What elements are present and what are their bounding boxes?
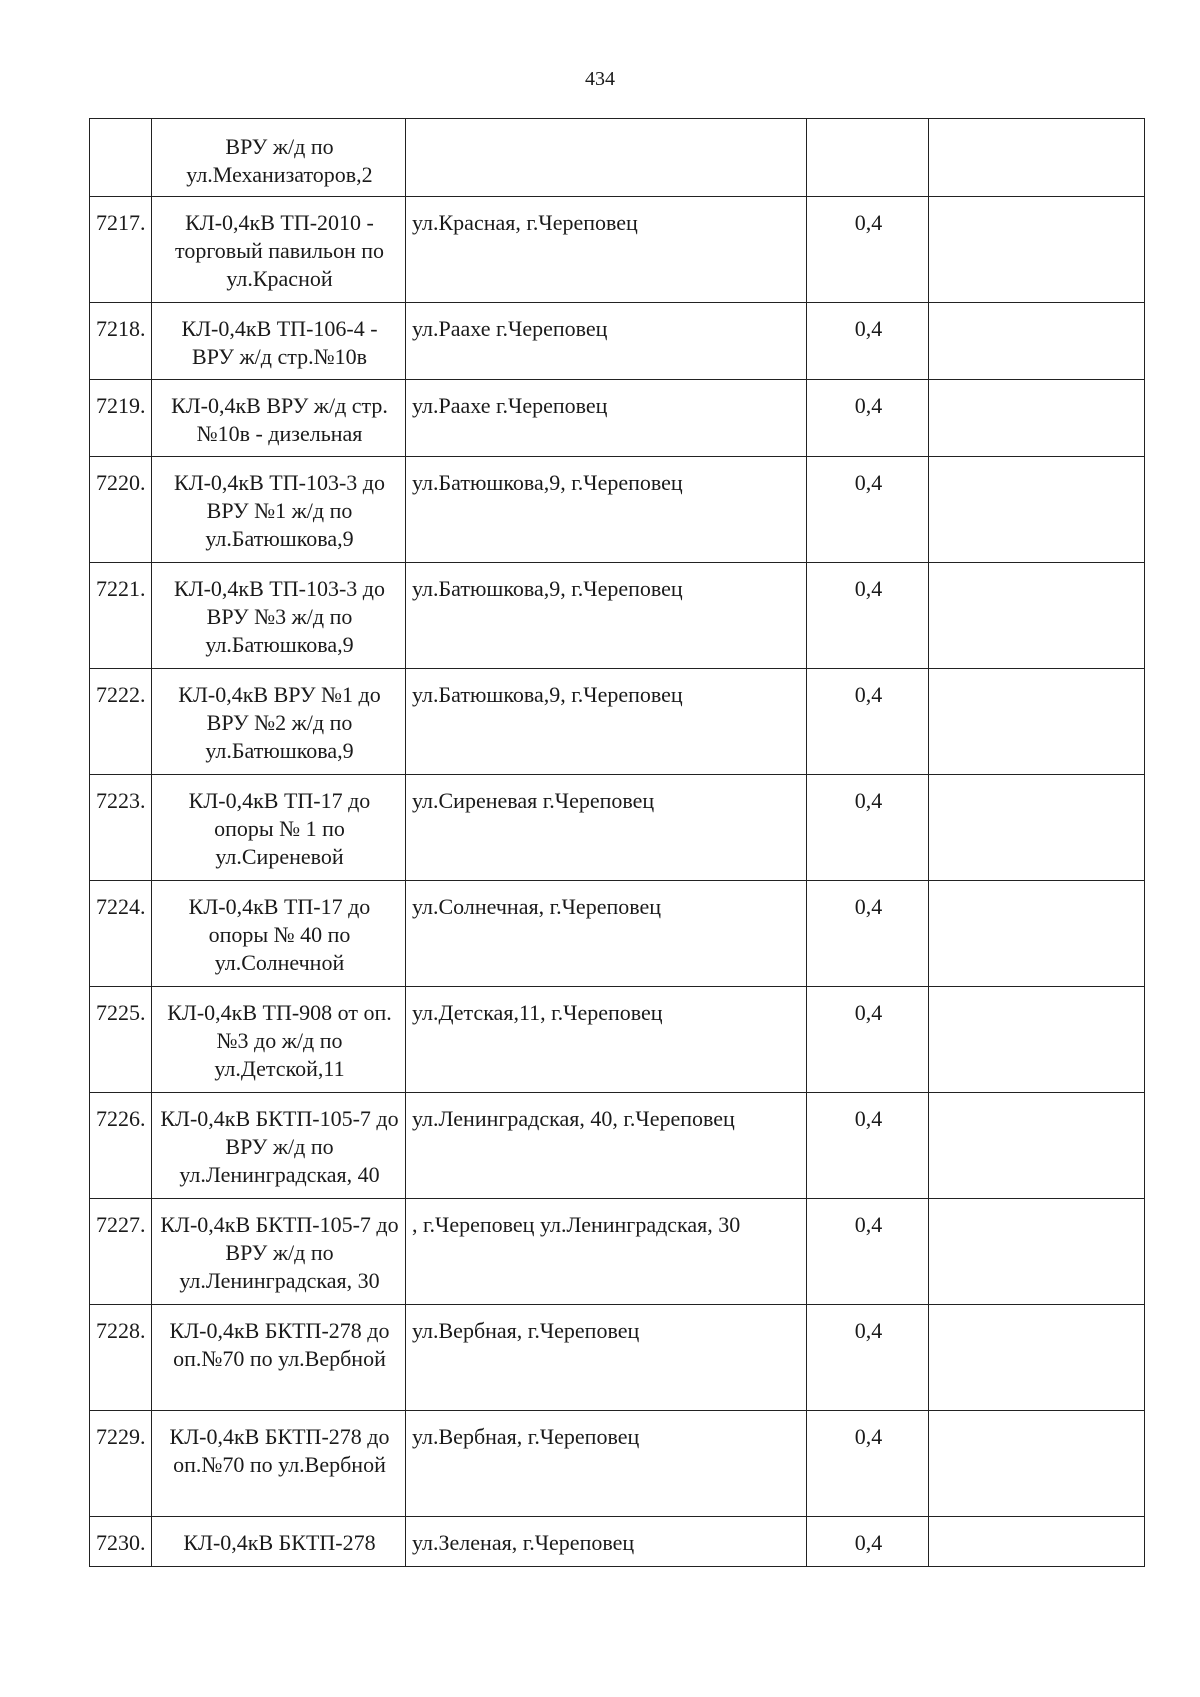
extra-cell xyxy=(929,303,1145,380)
row-number: 7230. xyxy=(90,1517,152,1567)
table-row xyxy=(90,197,1145,303)
cable-line-name: КЛ-0,4кВ ТП-17 до опоры № 1 по ул.Сиреневой xyxy=(152,775,406,881)
row-number: 7222. xyxy=(90,669,152,775)
extra-cell xyxy=(929,1517,1145,1567)
row-number: 7224. xyxy=(90,881,152,987)
table-row xyxy=(90,1093,1145,1199)
voltage: 0,4 xyxy=(807,1517,929,1567)
extra-cell xyxy=(929,775,1145,881)
table-row xyxy=(90,563,1145,669)
cable-line-name: ВРУ ж/д по ул.Механизаторов,2 xyxy=(152,119,406,197)
table-row xyxy=(90,119,1145,197)
voltage: 0,4 xyxy=(807,303,929,380)
cable-line-name: КЛ-0,4кВ БКТП-278 xyxy=(152,1517,406,1567)
table-row xyxy=(90,775,1145,881)
address: ул.Вербная, г.Череповец xyxy=(406,1305,807,1411)
address: ул.Раахе г.Череповец xyxy=(406,303,807,380)
extra-cell xyxy=(929,1411,1145,1517)
extra-cell xyxy=(929,1093,1145,1199)
extra-cell xyxy=(929,197,1145,303)
address: ул.Раахе г.Череповец xyxy=(406,380,807,457)
cable-line-name: КЛ-0,4кВ ТП-17 до опоры № 40 по ул.Солнечной xyxy=(152,881,406,987)
address: ул.Детская,11, г.Череповец xyxy=(406,987,807,1093)
table-row xyxy=(90,881,1145,987)
cable-line-name: КЛ-0,4кВ БКТП-278 до оп.№70 по ул.Вербной xyxy=(152,1411,406,1517)
voltage: 0,4 xyxy=(807,197,929,303)
page-number: 434 xyxy=(585,68,615,90)
voltage: 0,4 xyxy=(807,563,929,669)
address: ул.Солнечная, г.Череповец xyxy=(406,881,807,987)
registry-table xyxy=(89,118,1145,1567)
table-row xyxy=(90,380,1145,457)
address: ул.Красная, г.Череповец xyxy=(406,197,807,303)
row-number: 7227. xyxy=(90,1199,152,1305)
voltage: 0,4 xyxy=(807,987,929,1093)
address: ул.Ленинградская, 40, г.Череповец xyxy=(406,1093,807,1199)
table-row xyxy=(90,303,1145,380)
cable-line-name: КЛ-0,4кВ ВРУ №1 до ВРУ №2 ж/д по ул.Батюшкова,9 xyxy=(152,669,406,775)
address xyxy=(406,119,807,197)
row-number: 7226. xyxy=(90,1093,152,1199)
voltage: 0,4 xyxy=(807,1305,929,1411)
cable-line-name: КЛ-0,4кВ БКТП-278 до оп.№70 по ул.Вербной xyxy=(152,1305,406,1411)
extra-cell xyxy=(929,669,1145,775)
cable-line-name: КЛ-0,4кВ ТП-2010 - торговый павильон по ул.Красной xyxy=(152,197,406,303)
row-number: 7223. xyxy=(90,775,152,881)
table-row xyxy=(90,1411,1145,1517)
address: ул.Зеленая, г.Череповец xyxy=(406,1517,807,1567)
extra-cell xyxy=(929,987,1145,1093)
voltage: 0,4 xyxy=(807,1093,929,1199)
table-row xyxy=(90,1305,1145,1411)
row-number: 7219. xyxy=(90,380,152,457)
address: ул.Батюшкова,9, г.Череповец xyxy=(406,457,807,563)
voltage: 0,4 xyxy=(807,1411,929,1517)
address: , г.Череповец ул.Ленинградская, 30 xyxy=(406,1199,807,1305)
address: ул.Батюшкова,9, г.Череповец xyxy=(406,563,807,669)
voltage: 0,4 xyxy=(807,457,929,563)
table-row xyxy=(90,1517,1145,1567)
cable-line-name: КЛ-0,4кВ ТП-908 от оп.№3 до ж/д по ул.Детской,11 xyxy=(152,987,406,1093)
address: ул.Сиреневая г.Череповец xyxy=(406,775,807,881)
row-number: 7217. xyxy=(90,197,152,303)
row-number: 7218. xyxy=(90,303,152,380)
voltage: 0,4 xyxy=(807,380,929,457)
extra-cell xyxy=(929,1305,1145,1411)
address: ул.Вербная, г.Череповец xyxy=(406,1411,807,1517)
row-number xyxy=(90,119,152,197)
cable-line-name: КЛ-0,4кВ ВРУ ж/д стр.№10в - дизельная xyxy=(152,380,406,457)
cable-line-name: КЛ-0,4кВ БКТП-105-7 до ВРУ ж/д по ул.Ленинградская, 30 xyxy=(152,1199,406,1305)
row-number: 7228. xyxy=(90,1305,152,1411)
row-number: 7229. xyxy=(90,1411,152,1517)
extra-cell xyxy=(929,119,1145,197)
voltage: 0,4 xyxy=(807,775,929,881)
row-number: 7225. xyxy=(90,987,152,1093)
table-row xyxy=(90,1199,1145,1305)
extra-cell xyxy=(929,457,1145,563)
row-number: 7221. xyxy=(90,563,152,669)
voltage: 0,4 xyxy=(807,1199,929,1305)
extra-cell xyxy=(929,380,1145,457)
cable-line-name: КЛ-0,4кВ ТП-103-3 до ВРУ №3 ж/д по ул.Батюшкова,9 xyxy=(152,563,406,669)
cable-line-name: КЛ-0,4кВ ТП-103-3 до ВРУ №1 ж/д по ул.Батюшкова,9 xyxy=(152,457,406,563)
cable-line-name: КЛ-0,4кВ БКТП-105-7 до ВРУ ж/д по ул.Ленинградская, 40 xyxy=(152,1093,406,1199)
voltage: 0,4 xyxy=(807,669,929,775)
address: ул.Батюшкова,9, г.Череповец xyxy=(406,669,807,775)
table-row xyxy=(90,457,1145,563)
cable-line-name: КЛ-0,4кВ ТП-106-4 - ВРУ ж/д стр.№10в xyxy=(152,303,406,380)
table-row xyxy=(90,669,1145,775)
extra-cell xyxy=(929,563,1145,669)
extra-cell xyxy=(929,881,1145,987)
voltage xyxy=(807,119,929,197)
extra-cell xyxy=(929,1199,1145,1305)
table-row xyxy=(90,987,1145,1093)
row-number: 7220. xyxy=(90,457,152,563)
voltage: 0,4 xyxy=(807,881,929,987)
